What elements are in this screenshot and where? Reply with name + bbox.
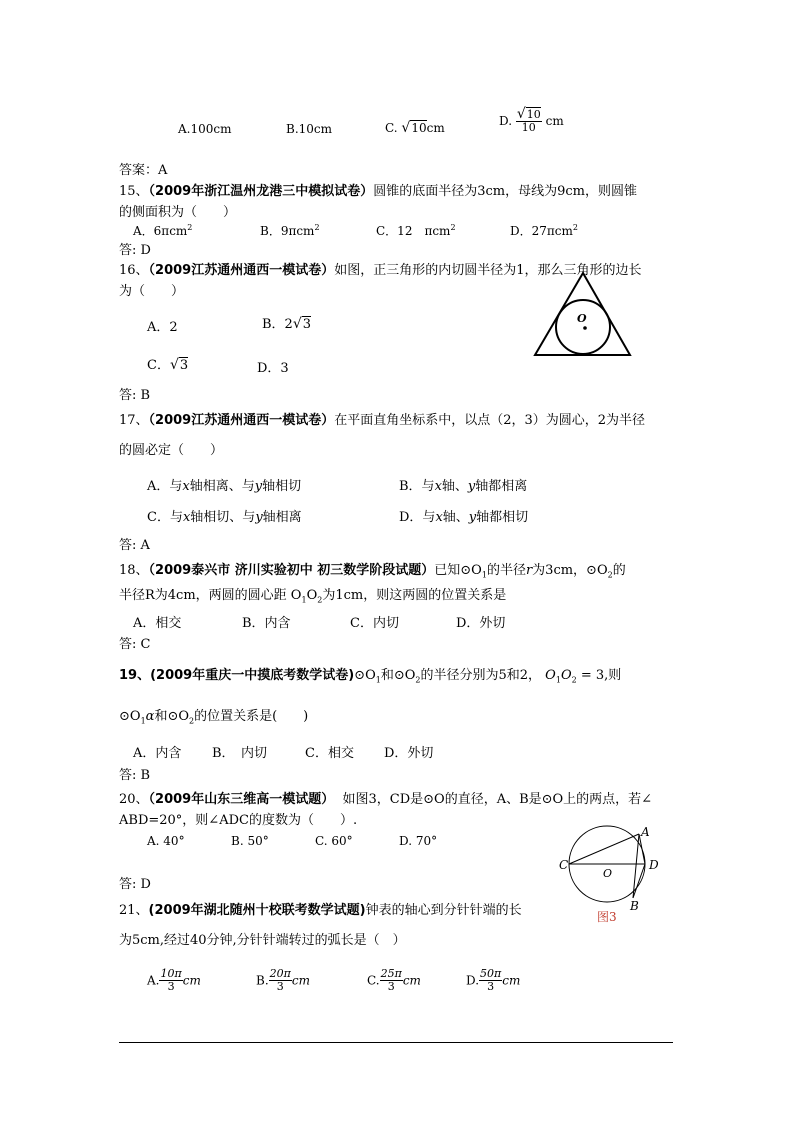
q19-answer: 答: B (119, 768, 151, 783)
q21-option-b: B. $\frac{20\pi}{3}$ cm (256, 967, 310, 993)
q20-option-a: A. 40° (147, 834, 185, 848)
q16-option-c: C．√3 (147, 357, 189, 373)
q16-option-d: D．3 (257, 361, 289, 376)
q20-option-d: D. 70° (399, 834, 438, 848)
q15-option-c: C．12 πcm$^2$ (376, 223, 456, 238)
q18-option-a: A．相交 (133, 616, 182, 631)
q20-option-c: C. 60° (315, 834, 353, 848)
q15-option-a: A．6πcm$^2$ (133, 223, 193, 238)
q18-answer: 答: C (119, 637, 151, 652)
q15-stem-line1: 15、（2009年浙江温州龙港三中模拟试卷）圆锥的底面半径为3cm，母线为9cm，则圆锥 (119, 184, 637, 199)
q16-answer: 答: B (119, 388, 151, 403)
figure-caption: 图3 (597, 910, 617, 924)
q15-answer: 答: D (119, 243, 151, 258)
q15-option-b: B．9πcm$^2$ (260, 223, 320, 238)
q18-stem-line1: 18、（2009泰兴市 济川实验初中 初三数学阶段试题）已知$⊙O_1$的半径r为3cm，$⊙O_2$的 (119, 563, 626, 580)
q20-stem-line1: 20、（2009年山东三维高一模试题） 如图3，CD是⊙O的直径，A、B是⊙O上的两点，若∠ (119, 792, 653, 807)
footer-rule (119, 1042, 673, 1043)
q17-option-c: C．与x轴相切、与y轴相离 (147, 510, 302, 525)
q20-circle-figure (557, 820, 667, 925)
incircle-shape (556, 300, 610, 354)
q20-option-b: B. 50° (231, 834, 269, 848)
center-point (583, 326, 587, 330)
q21-option-a: A. $\frac{10\pi}{3}$ cm (147, 967, 201, 993)
q14-answer: 答案：A (119, 163, 168, 178)
q21-option-c: C. $\frac{25\pi}{3}$ cm (367, 967, 421, 993)
q17-option-b: B．与x轴、y轴都相离 (399, 479, 528, 494)
q14-option-a: A.100cm (178, 122, 232, 136)
q17-stem-line2: 的圆必定（ ） (119, 443, 224, 458)
point-d-label: D (649, 858, 659, 872)
q17-answer: 答: A (119, 538, 150, 553)
q21-stem-line2: 为5cm,经过40分钟,分针针端转过的弧长是（ ） (119, 933, 406, 948)
q17-option-d: D．与x轴、y轴都相切 (399, 510, 529, 525)
q20-answer: 答: D (119, 877, 151, 892)
point-o-label: O (603, 867, 613, 880)
q16-triangle-figure (533, 270, 633, 360)
q19-option-a: A．内含 (133, 746, 182, 761)
q17-option-a: A．与x轴相离、与y轴相切 (147, 479, 302, 494)
q19-option-b: B． 内切 (212, 746, 268, 761)
q17-stem-line1: 17、（2009江苏通州通西一模试卷）在平面直角坐标系中，以点（2，3）为圆心，2为半径 (119, 413, 646, 428)
point-a-label: A (641, 825, 650, 839)
q16-option-a: A．2 (147, 320, 178, 335)
q19-option-c: C．相交 (305, 746, 354, 761)
q19-stem-line2: $⊙O_1\alpha$和$⊙O_2$的位置关系是( ) (119, 709, 309, 726)
q18-option-b: B．内含 (242, 616, 291, 631)
q15-option-d: D．27πcm$^2$ (510, 223, 578, 238)
q16-stem-line1: 16、（2009江苏通州通西一模试卷）如图，正三角形的内切圆半径为1，那么三角形的边长 (119, 263, 642, 278)
q19-stem-line1: 19、(2009年重庆一中摸底考数学试卷)$⊙O_1$和$⊙O_2$的半径分别为5和2， $O_1O_2 = 3$,则 (119, 668, 622, 685)
q18-option-d: D．外切 (456, 616, 506, 631)
point-c-label: C (559, 858, 569, 872)
q21-option-d: D. $\frac{50\pi}{3}$ cm (466, 967, 521, 993)
q14-option-d: D. $\frac{√10}{10}$ cm (499, 106, 564, 134)
q21-stem-line1: 21、(2009年湖北随州十校联考数学试题)钟表的轴心到分针针端的长 (119, 903, 522, 918)
q20-stem-line2: ABD=20°，则∠ADC的度数为（ ）. (119, 813, 358, 828)
q14-option-b: B.10cm (286, 122, 333, 136)
q15-stem-line2: 的侧面积为（ ） (119, 205, 237, 220)
center-label: O (577, 312, 587, 325)
q19-option-d: D．外切 (384, 746, 434, 761)
point-b-label: B (630, 899, 639, 913)
q16-option-b: B．2√3 (262, 316, 312, 332)
q16-stem-line2: 为（ ） (119, 284, 185, 299)
q18-stem-line2: 半径R为4cm，两圆的圆心距 $O_1O_2$为1cm，则这两圆的位置关系是 (119, 588, 507, 605)
q14-option-c: C. √10cm (385, 120, 445, 136)
q18-option-c: C．内切 (350, 616, 399, 631)
